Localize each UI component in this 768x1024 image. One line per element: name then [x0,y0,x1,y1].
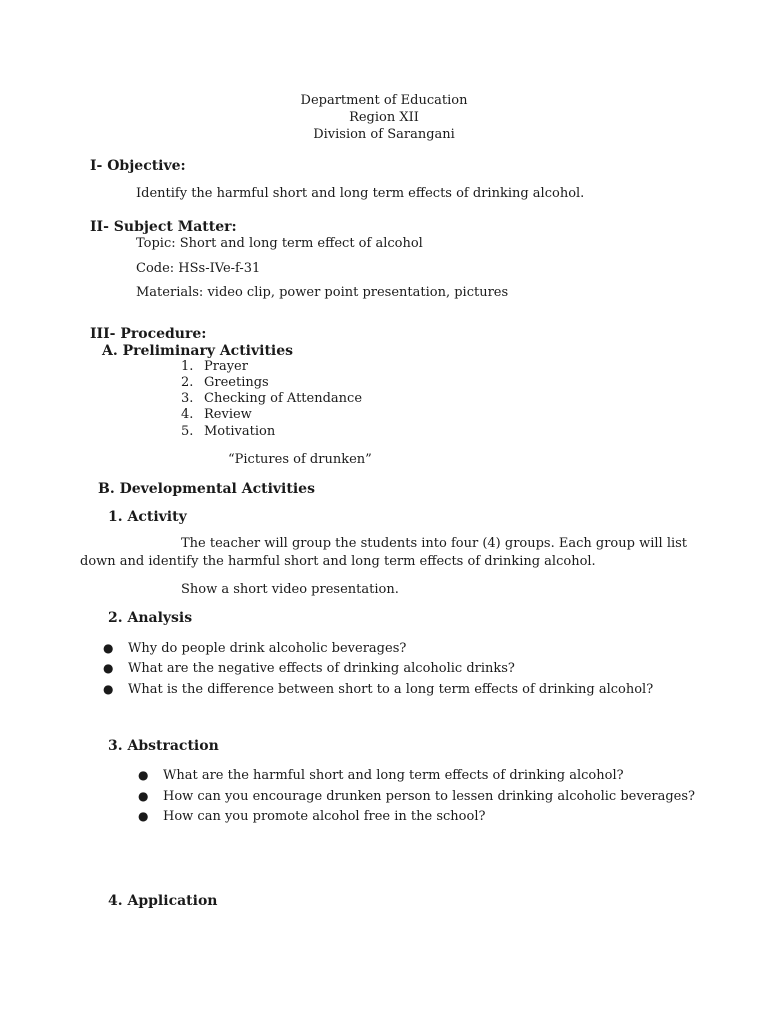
application-heading: 4. Application [108,893,218,909]
list-item-label: What are the harmful short and long term effects of drinking alcohol? [163,768,624,783]
bullet-icon: ● [103,661,114,675]
list-item-label: What is the difference between short to a long term effects of drinking alcohol? [128,682,654,697]
list-item-number: 3. [181,391,194,406]
header-region: Region XII [349,110,419,125]
bullet-icon: ● [103,682,114,696]
header-division: Division of Sarangani [313,127,455,142]
list-item-label: Prayer [204,359,248,374]
activity-heading: 1. Activity [108,509,187,525]
bullet-icon: ● [138,809,149,823]
header-department: Department of Education [300,93,468,108]
analysis-heading: 2. Analysis [108,610,193,626]
objective-text: Identify the harmful short and long term effects of drinking alcohol. [136,186,585,201]
developmental-heading: B. Developmental Activities [98,481,315,497]
bullet-icon: ● [138,768,149,782]
list-item-number: 5. [181,424,194,439]
objective-heading: I- Objective: [90,158,186,174]
list-item-number: 1. [181,359,194,374]
subject-topic: Topic: Short and long term effect of alcohol [136,236,423,251]
list-item-label: How can you promote alcohol free in the school? [163,809,486,824]
subject-code: Code: HSs-IVe-f-31 [136,261,261,276]
abstraction-heading: 3. Abstraction [108,738,219,754]
list-item-label: Motivation [204,424,276,439]
list-item-label: How can you encourage drunken person to lessen drinking alcoholic beverages? [163,789,696,804]
list-item-label: Checking of Attendance [204,391,363,406]
list-item-label: Greetings [204,375,269,390]
activity-line-1: The teacher will group the students into four (4) groups. Each group will list [181,536,688,551]
list-item-number: 4. [181,407,194,422]
bullet-icon: ● [138,789,149,803]
subject-matter-heading: II- Subject Matter: [90,219,237,235]
list-item-label: Review [204,407,252,422]
activity-line-2: down and identify the harmful short and long term effects of drinking alcohol. [80,554,596,569]
activity-line-3: Show a short video presentation. [181,582,399,597]
procedure-heading: III- Procedure: [90,326,207,342]
bullet-icon: ● [103,641,114,655]
list-item-label: Why do people drink alcoholic beverages? [128,641,407,656]
motivation-note: “Pictures of drunken” [228,452,372,467]
list-item-label: What are the negative effects of drinking alcoholic drinks? [128,661,515,676]
subject-materials: Materials: video clip, power point presentation, pictures [136,285,509,300]
list-item-number: 2. [181,375,194,390]
preliminary-heading: A. Preliminary Activities [102,343,294,359]
